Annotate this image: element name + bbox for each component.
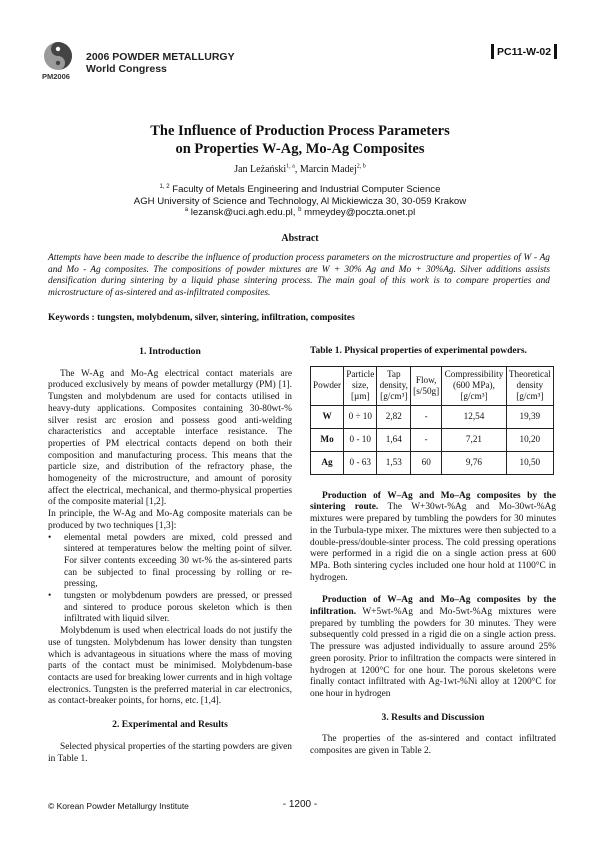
- affiliation-emails: [0, 207, 600, 219]
- author-1: Jan Leżański: [234, 164, 287, 175]
- intro-paragraph-1: The W-Ag and Mo-Ag electrical contact materials are produced exclusively by means of powder metallurgy (PM) [1]. Tungsten and molybdenum are used for contacts utilised in heavy-duty applications. Composites containing 30-80wt-% silver resist arc erosion and possess good anti-welding characteristics and acceptable interface resistance. The properties of PM electrical contacts depend on both their composition and manufacturing process. This means that the particle size, and distribution of the refractory phase, the homogeneity of the microstructure, and amount of porosity affect the electrical, mechanical, and thermo-physical properties of the composite material [1,2].: [48, 368, 292, 508]
- table-header-cell: Powder: [311, 366, 344, 405]
- table-header-cell: Flow, [s/50g]: [411, 366, 442, 405]
- email-b[interactable]: mmeydey@poczta.onet.pl: [301, 207, 416, 218]
- paper-code-text: PC11-W-02: [497, 45, 552, 58]
- author-2-sup: 2, b: [356, 163, 366, 170]
- paper-title-line2: on Properties W-Ag, Mo-Ag Composites: [175, 141, 425, 157]
- affiliation-dept: Faculty of Metals Engineering and Industrial Computer Science: [169, 184, 441, 195]
- table-header-cell: Theoretical density [g/cm³]: [506, 366, 553, 405]
- authors: [0, 164, 600, 175]
- table-cell: 19,39: [506, 405, 553, 428]
- affiliation-line2: AGH University of Science and Technology, Al Mickiewicza 30, 30-059 Krakow: [133, 195, 467, 207]
- table-row: [311, 405, 554, 428]
- infiltration-text: W+5wt-%Ag and Mo-5wt-%Ag mixtures were prepared by tumbling the powders for 30 minutes. They were subsequently cold pressed in a rigid die on a single action press. The pressure was adjusted individually to assure around 25% green porosity. Prior to infiltration the compacts were sintered in hydrogen at 1200°C for one hour. The porous skeletons were finally contact infiltrated with Ag-1wt-%Ni alloy at 1200°C for one hour in hydrogen: [310, 607, 556, 699]
- conference-title-line1: 2006 POWDER METALLURGY: [86, 51, 235, 63]
- email-a[interactable]: lezansk@uci.agh.edu.pl,: [188, 207, 299, 218]
- list-item: [48, 533, 292, 592]
- table-cell: Ag: [311, 451, 344, 474]
- section-heading-experimental: 2. Experimental and Results: [112, 719, 228, 731]
- table-cell: 0 - 10: [344, 428, 377, 451]
- table-cell: Mo: [311, 428, 344, 451]
- right-column: [310, 346, 556, 758]
- affiliation-sup: 1, 2: [159, 183, 170, 190]
- conference-title-line2: World Congress: [86, 63, 167, 75]
- author-1-sup: 1, a: [286, 163, 295, 170]
- intro-paragraph-2: In principle, the W-Ag and Mo-Ag composite materials can be produced by two techniques [1,3]:: [48, 509, 292, 531]
- table-cell: 2,82: [377, 405, 411, 428]
- table-header-row: [311, 366, 554, 405]
- section-heading-results: 3. Results and Discussion: [381, 711, 485, 723]
- table-cell: -: [411, 428, 442, 451]
- bullet-icon: •: [48, 532, 52, 543]
- list-item-text: elemental metal powders are mixed, cold pressed and sintered at temperatures below the melting point of silver. For silver contents exceeding 30 wt-% the as-sintered parts can be subjected to final processing by rolling or re-pressing,: [64, 532, 292, 590]
- table-header-cell: Particle size, [µm]: [344, 366, 377, 405]
- email-b-sup: b: [298, 206, 302, 213]
- author-separator: ,: [294, 164, 300, 175]
- email-a-sup: a: [184, 206, 189, 213]
- table-cell: 1,64: [377, 428, 411, 451]
- sintering-route-text: The W+30wt-%Ag and Mo-30wt-%Ag mixtures were prepared by tumbling the powders for 30 minutes in the Turbula-type mixer. The mixtures were then subjected to a double-press/double-sinter process. The cold pressing operations were performed in a rigid die on a single action press at 600 MPa. Both sintering cycles included one hour hold at 1100°C in hydrogen.: [310, 502, 556, 583]
- affiliation-line1: [0, 184, 600, 196]
- properties-table: [310, 366, 554, 475]
- table-cell: 0 - 63: [344, 451, 377, 474]
- table-caption: Table 1. Physical properties of experimental powders.: [310, 346, 527, 356]
- table-header-cell: Tap density, [g/cm³]: [377, 366, 411, 405]
- conference-title: [86, 51, 235, 75]
- paper-code: [488, 44, 560, 59]
- list-item-text: tungsten or molybdenum powders are pressed, or pressed and sintered to produce porous skeleton which is then infiltrated with liquid silver.: [64, 591, 292, 625]
- table-cell: -: [411, 405, 442, 428]
- left-column: [48, 346, 292, 765]
- bullet-icon: •: [48, 591, 52, 602]
- affiliation: [0, 184, 600, 219]
- page-number: - 1200 -: [282, 799, 318, 810]
- table-row: [311, 451, 554, 474]
- badge-bar-right: [554, 44, 557, 59]
- author-2: Marcin Madej: [299, 164, 357, 175]
- abstract-heading: Abstract: [281, 233, 319, 244]
- keywords: Keywords : tungsten, molybdenum, silver, sintering, infiltration, composites: [48, 313, 355, 323]
- list-item: [48, 591, 292, 626]
- sintering-route-lead: Production of W–Ag and Mo–Ag composites by the sintering route.: [310, 490, 556, 513]
- table-cell: 60: [411, 451, 442, 474]
- paper-title-line1: The Influence of Production Process Parameters: [150, 123, 450, 139]
- table-cell: 0 ÷ 10: [344, 405, 377, 428]
- logo-text: PM2006: [42, 72, 70, 81]
- footer-copyright: © Korean Powder Metallurgy Institute: [48, 801, 189, 811]
- table-cell: 1,53: [377, 451, 411, 474]
- paper-title: [0, 122, 600, 158]
- table-cell: 10,20: [506, 428, 553, 451]
- experimental-paragraph: Selected physical properties of the starting powders are given in Table 1.: [48, 741, 292, 764]
- sintering-route-paragraph: [310, 491, 556, 585]
- technique-list: [48, 533, 292, 627]
- table-cell: W: [311, 405, 344, 428]
- table-row: [311, 428, 554, 451]
- badge-bar-left: [491, 44, 494, 59]
- results-paragraph: The properties of the as-sintered and contact infiltrated composites are given in Table 2.: [310, 734, 556, 757]
- section-heading-introduction: 1. Introduction: [139, 346, 201, 357]
- table-cell: 10,50: [506, 451, 553, 474]
- table-header-cell: Compressibility (600 MPa), [g/cm³]: [442, 366, 506, 405]
- table-cell: 7,21: [442, 428, 506, 451]
- abstract-text: Attempts have been made to describe the influence of production process parameters on the microstructure and properties of W - Ag and Mo - Ag composites. The compositions of powder mixtures are W + 30% Ag and Mo + 30%Ag. Silver additions assists densification during sintering by a liquid phase sintering process. The main goal of this work is to compare properties and microstructure of as-sintered and as-infiltrated composites.: [48, 253, 550, 298]
- infiltration-paragraph: [310, 595, 556, 700]
- table-cell: 9,76: [442, 451, 506, 474]
- infiltration-lead: Production of W–Ag and Mo–Ag composites by the infiltration.: [310, 595, 556, 618]
- table-cell: 12,54: [442, 405, 506, 428]
- intro-paragraph-3: Molybdenum is used when electrical loads do not justify the use of tungsten. Molybdenum has lower density than tungsten which is advantageous in situations where the mass of moving parts of the contact must be minimised. Molybdenum-base contacts are used for breaking lower currents and in high voltage electronics. Tungsten is the preferred material in car electronics, as contact-breaker points, for horns, etc. [1,4].: [48, 626, 292, 707]
